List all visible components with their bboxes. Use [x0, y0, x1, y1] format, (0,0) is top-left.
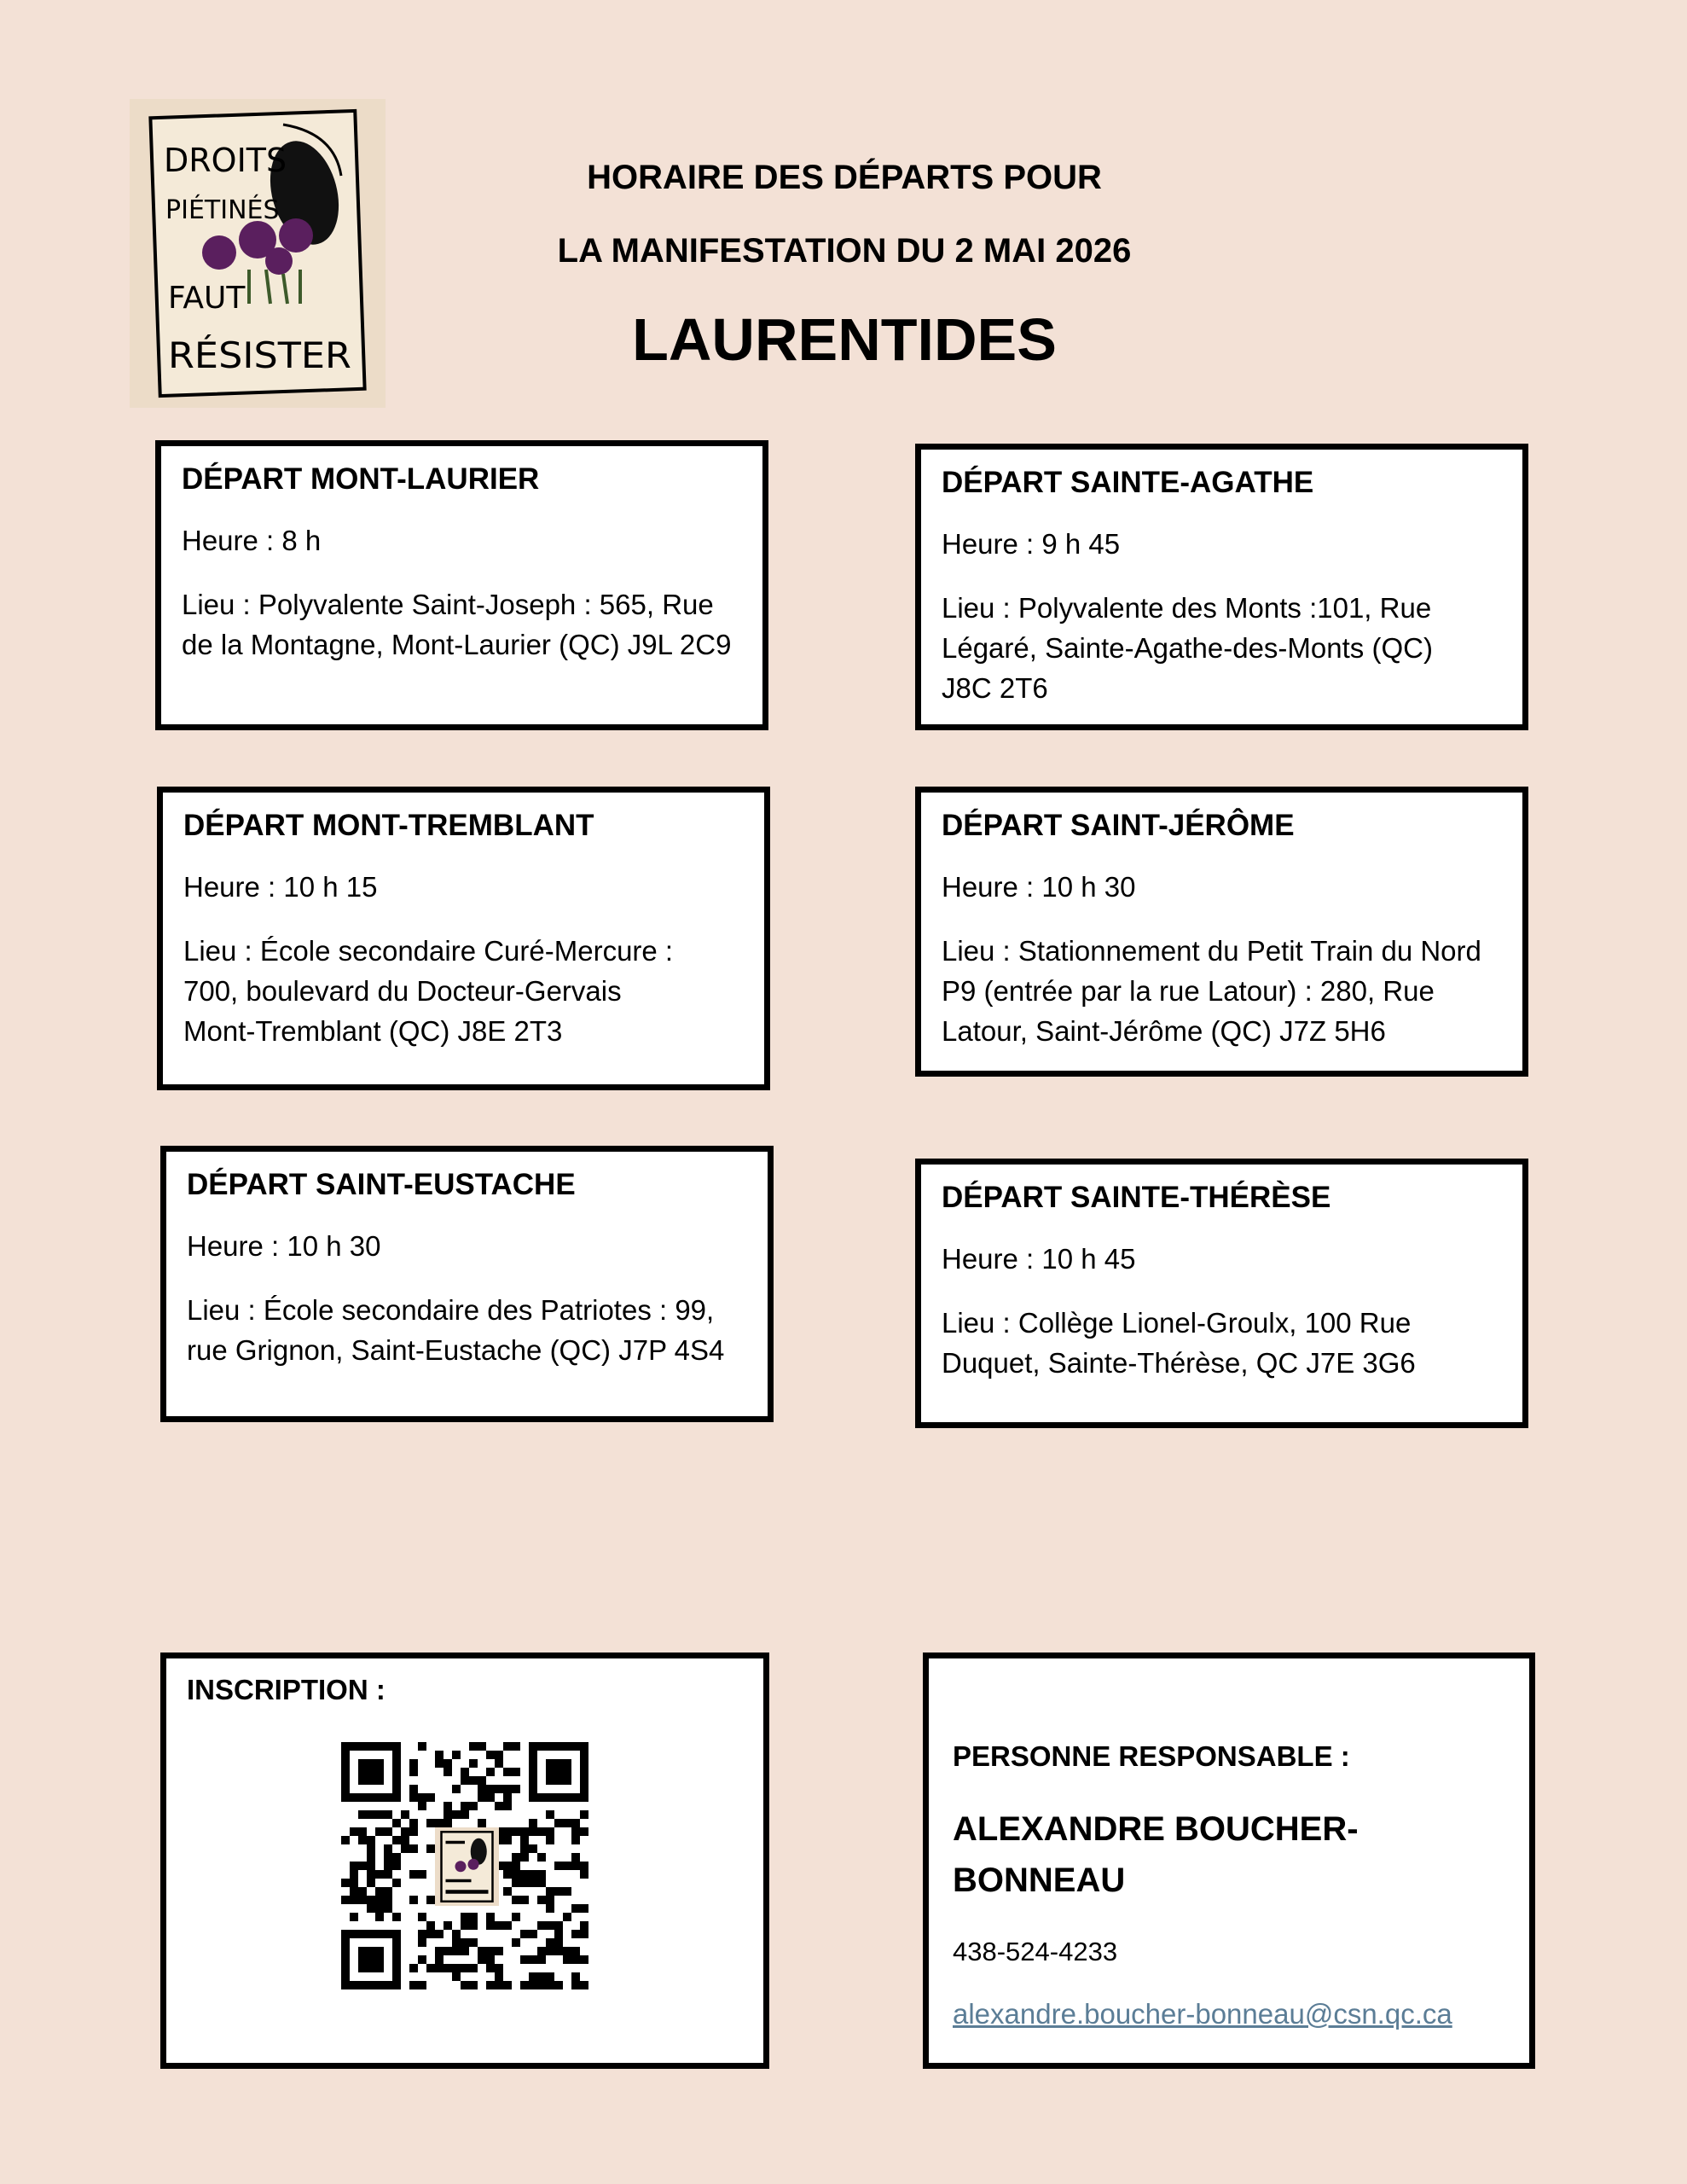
protest-poster-logo-icon — [130, 99, 386, 408]
place-line: P9 (entrée par la rue Latour) : 280, Rue — [942, 975, 1435, 1007]
header-line-2: LA MANIFESTATION DU 2 MAI 2026 — [557, 232, 1132, 270]
departure-hour: Heure : 10 h 30 — [187, 1230, 381, 1262]
departure-hour: Heure : 10 h 45 — [942, 1243, 1136, 1275]
logo-text-3: FAUT — [168, 281, 246, 316]
departure-card-mont-laurier — [155, 440, 768, 730]
place-line: Lieu : Polyvalente des Monts :101, Rue — [942, 592, 1432, 624]
place-line: Lieu : Polyvalente Saint-Joseph : 565, Rue — [182, 589, 714, 620]
departure-place — [942, 1303, 1502, 1383]
departure-place — [182, 584, 742, 665]
departure-place — [942, 588, 1502, 708]
place-line: Lieu : École secondaire Curé-Mercure : — [183, 935, 674, 967]
departure-card-mont-tremblant — [157, 787, 770, 1090]
inscription-card — [160, 1653, 769, 2069]
place-line: Latour, Saint-Jérôme (QC) J7Z 5H6 — [942, 1015, 1386, 1047]
logo-text-2: PIÉTINÉS — [165, 195, 280, 225]
header-line-1: HORAIRE DES DÉPARTS POUR — [587, 159, 1102, 196]
departure-card-sainte-agathe — [915, 444, 1528, 730]
contact-name-line: ALEXANDRE BOUCHER- — [953, 1810, 1359, 1848]
place-line: Mont-Tremblant (QC) J8E 2T3 — [183, 1015, 563, 1047]
region-title: LAURENTIDES — [632, 306, 1057, 373]
contact-email-link[interactable]: alexandre.boucher-bonneau@csn.qc.ca — [953, 1998, 1452, 2030]
departure-hour: Heure : 9 h 45 — [942, 528, 1121, 560]
place-line: Lieu : Collège Lionel-Groulx, 100 Rue — [942, 1307, 1412, 1339]
departure-title: DÉPART MONT-TREMBLANT — [183, 809, 594, 842]
departure-title: DÉPART SAINT-EUSTACHE — [187, 1168, 576, 1201]
logo-text-4: RÉSISTER — [168, 334, 341, 376]
place-line: rue Grignon, Saint-Eustache (QC) J7P 4S4 — [187, 1334, 725, 1366]
qr-code-icon[interactable] — [341, 1742, 588, 1989]
departure-card-sainte-therese — [915, 1159, 1528, 1428]
departure-hour: Heure : 10 h 15 — [183, 871, 378, 903]
departure-place — [187, 1290, 747, 1370]
place-line: J8C 2T6 — [942, 672, 1048, 704]
place-line: Duquet, Sainte-Thérèse, QC J7E 3G6 — [942, 1347, 1416, 1379]
departure-hour: Heure : 10 h 30 — [942, 871, 1136, 903]
departure-title: DÉPART MONT-LAURIER — [182, 462, 540, 496]
departure-place — [942, 931, 1502, 1051]
place-line: Lieu : Stationnement du Petit Train du Nord — [942, 935, 1481, 967]
contact-label: PERSONNE RESPONSABLE : — [953, 1740, 1350, 1772]
qr-logo-icon — [435, 1827, 499, 1906]
logo-text-1: DROITS — [164, 142, 287, 179]
place-line: 700, boulevard du Docteur-Gervais — [183, 975, 622, 1007]
place-line: Légaré, Sainte-Agathe-des-Monts (QC) — [942, 632, 1433, 664]
inscription-label: INSCRIPTION : — [187, 1674, 386, 1705]
place-line: de la Montagne, Mont-Laurier (QC) J9L 2C9 — [182, 629, 732, 660]
contact-phone: 438-524-4233 — [953, 1937, 1118, 1966]
departure-card-saint-eustache — [160, 1146, 774, 1422]
logo — [130, 99, 386, 408]
contact-card — [923, 1653, 1535, 2069]
contact-name-line: BONNEAU — [953, 1862, 1126, 1899]
departure-title: DÉPART SAINTE-AGATHE — [942, 466, 1314, 499]
departure-place — [183, 931, 744, 1051]
departure-title: DÉPART SAINTE-THÉRÈSE — [942, 1181, 1331, 1214]
departure-title: DÉPART SAINT-JÉRÔME — [942, 809, 1295, 842]
contact-name — [953, 1804, 1509, 1906]
place-line: Lieu : École secondaire des Patriotes : 99, — [187, 1294, 715, 1326]
departure-card-saint-jerome — [915, 787, 1528, 1077]
departure-hour: Heure : 8 h — [182, 525, 322, 556]
